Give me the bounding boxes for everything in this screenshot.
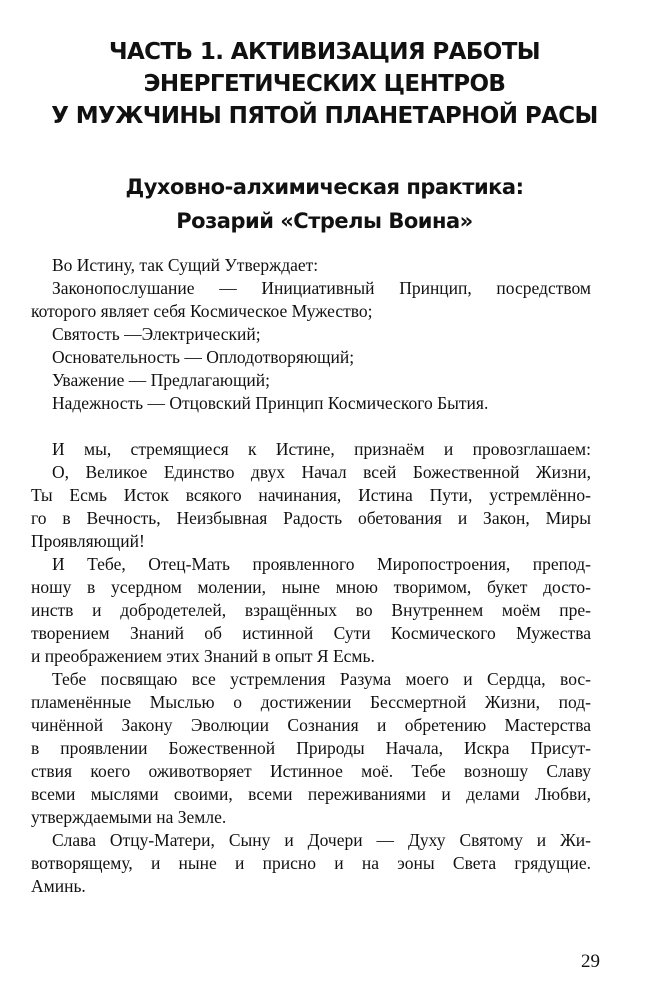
text-line: всеми мыслями своими, всеми переживаниями и делами Любви,: [31, 784, 591, 804]
text-line: Основательность — Оплодотворяющий;: [52, 347, 355, 367]
text-line: инств и добродетелей, взращённых во Внутреннем моём пре-: [31, 600, 591, 620]
part-title-line: ЭНЕРГЕТИЧЕСКИХ ЦЕНТРОВ: [143, 71, 506, 97]
text-line: ствия коего оживотворяет Истинное моё. Тебе возношу Славу: [31, 761, 591, 781]
text-line: О, Великое Единство двух Начал всей Божественной Жизни,: [52, 462, 591, 482]
text-line: Ты Есмь Исток всякого начинания, Истина Пути, устремлённо-: [31, 485, 591, 505]
text-line: И мы, стремящиеся к Истине, признаём и провозглашаем:: [52, 439, 591, 459]
text-line: Надежность — Отцовский Принцип Космического Бытия.: [52, 393, 489, 413]
text-line: которого являет себя Космическое Мужество;: [31, 301, 373, 321]
text-line: Во Истину, так Сущий Утверждает:: [52, 255, 319, 275]
part-title-line: У МУЖЧИНЫ ПЯТОЙ ПЛАНЕТАРНОЙ РАСЫ: [51, 103, 598, 129]
text-line: чинённой Закону Эволюции Сознания и обретению Мастерства: [31, 715, 591, 735]
text-line: го в Вечность, Неизбывная Радость обетования и Закон, Миры: [31, 508, 591, 528]
text-line: Проявляющий!: [31, 531, 145, 551]
text-line: творением Знаний об истинной Сути Космического Мужества: [31, 623, 591, 643]
text-line: Тебе посвящаю все устремления Разума моего и Сердца, вос-: [52, 669, 591, 689]
section-title: [30, 170, 619, 238]
text-line: Уважение — Предлагающий;: [52, 370, 271, 390]
text-line: И Тебе, Отец-Мать проявленного Миропостроения, препод-: [52, 554, 591, 574]
text-line: Слава Отцу-Матери, Сыну и Дочери — Духу Святому и Жи-: [52, 830, 591, 850]
body-text: [31, 254, 591, 898]
text-line: ношу в усердном молении, ныне мною творимом, букет досто-: [31, 577, 591, 597]
paragraph-gap: [31, 415, 591, 438]
text-line: пламенённые Мыслью о достижении Бессмертной Жизни, под-: [31, 692, 591, 712]
text-line: и преображением этих Знаний в опыт Я Есмь.: [31, 646, 375, 666]
page-number: 29: [581, 951, 600, 972]
text-line: Аминь.: [31, 876, 86, 896]
part-title-line: ЧАСТЬ 1. АКТИВИЗАЦИЯ РАБОТЫ: [108, 39, 541, 65]
text-line: Святость —Электрический;: [52, 324, 261, 344]
section-title-line: Духовно-алхимическая практика:: [125, 175, 524, 199]
text-line: вотворящему, и ныне и присно и на эоны Света грядущие.: [31, 853, 591, 873]
text-line: Законопослушание — Инициативный Принцип, посредством: [52, 278, 591, 298]
part-title: [30, 36, 619, 132]
section-title-line: Розарий «Стрелы Воина»: [176, 209, 473, 233]
text-line: в проявлении Божественной Природы Начала, Искра Присут-: [31, 738, 591, 758]
text-line: утверждаемыми на Земле.: [31, 807, 227, 827]
